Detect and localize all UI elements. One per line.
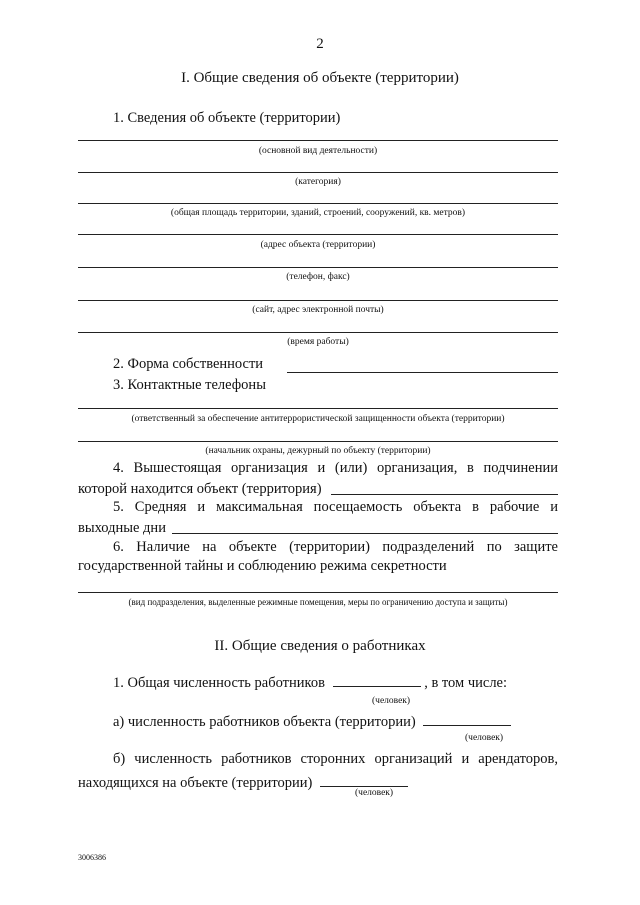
- item-3-label: 3. Контактные телефоны: [113, 377, 266, 393]
- field-caption: (адрес объекта (территории): [260, 240, 376, 250]
- fill-line: [78, 172, 558, 173]
- field-caption: (вид подразделения, выделенные режимные помещения, меры по ограничению доступа и защиты): [128, 597, 508, 607]
- item-a-label: а) численность работников объекта (территории): [113, 714, 416, 730]
- page-number: 2: [316, 36, 324, 52]
- item-2-label: 2. Форма собственности: [113, 356, 264, 372]
- item-b-line-1: б) численность работников сторонних организаций и арендаторов,: [113, 751, 558, 767]
- field-caption: (начальник охраны, дежурный по объекту (территории): [205, 446, 431, 456]
- object-workers-field[interactable]: [423, 711, 511, 726]
- item-4-line-2: которой находится объект (территория): [78, 481, 322, 497]
- section-1-title: I. Общие сведения об объекте (территории): [181, 70, 459, 86]
- field-caption: (ответственный за обеспечение антитеррористической защищенности объекта (территории): [131, 414, 505, 424]
- unit-caption: (человек): [465, 733, 504, 743]
- field-caption: (основной вид деятельности): [258, 146, 378, 156]
- item-5-line-2: выходные дни: [78, 520, 166, 536]
- item-6-line-2: государственной тайны и соблюдению режима секретности: [78, 558, 447, 574]
- field-caption: (телефон, факс): [286, 272, 350, 282]
- item-a: [113, 711, 511, 731]
- fill-line: [78, 332, 558, 333]
- section-2-title: II. Общие сведения о работниках: [214, 638, 426, 654]
- field-caption: (сайт, адрес электронной почты): [252, 305, 384, 315]
- item-5-line-1: 5. Средняя и максимальная посещаемость объекта в рабочие и: [113, 499, 558, 515]
- item-6-line-1: 6. Наличие на объекте (территории) подразделений по защите: [113, 539, 558, 555]
- fill-line: [78, 300, 558, 301]
- item-1-heading: 1. Сведения об объекте (территории): [113, 110, 341, 126]
- field-caption: (время работы): [287, 337, 349, 347]
- fill-line[interactable]: [78, 592, 558, 593]
- item-b-label: находящихся на объекте (территории): [78, 775, 313, 791]
- document-id: 3006386: [78, 853, 106, 862]
- fill-line[interactable]: [78, 408, 558, 409]
- ownership-field[interactable]: [287, 372, 558, 373]
- unit-caption: (человек): [372, 696, 411, 706]
- total-workers-label: 1. Общая численность работников: [113, 675, 325, 691]
- third-party-workers-field[interactable]: [320, 772, 408, 787]
- field-caption: (общая площадь территории, зданий, строений, сооружений, кв. метров): [170, 208, 466, 218]
- fill-line: [78, 140, 558, 141]
- fill-line[interactable]: [78, 441, 558, 442]
- unit-caption: (человек): [355, 788, 394, 798]
- total-workers-field[interactable]: [333, 672, 421, 687]
- parent-org-field[interactable]: [331, 494, 558, 495]
- attendance-field[interactable]: [172, 533, 558, 534]
- fill-line: [78, 203, 558, 204]
- fill-line: [78, 267, 558, 268]
- item-4-line-1: 4. Вышестоящая организация и (или) организация, в подчинении: [113, 460, 558, 476]
- total-workers-suffix: , в том числе:: [424, 675, 508, 691]
- item-total-workers: [113, 672, 507, 692]
- field-caption: (категория): [295, 177, 341, 187]
- fill-line: [78, 234, 558, 235]
